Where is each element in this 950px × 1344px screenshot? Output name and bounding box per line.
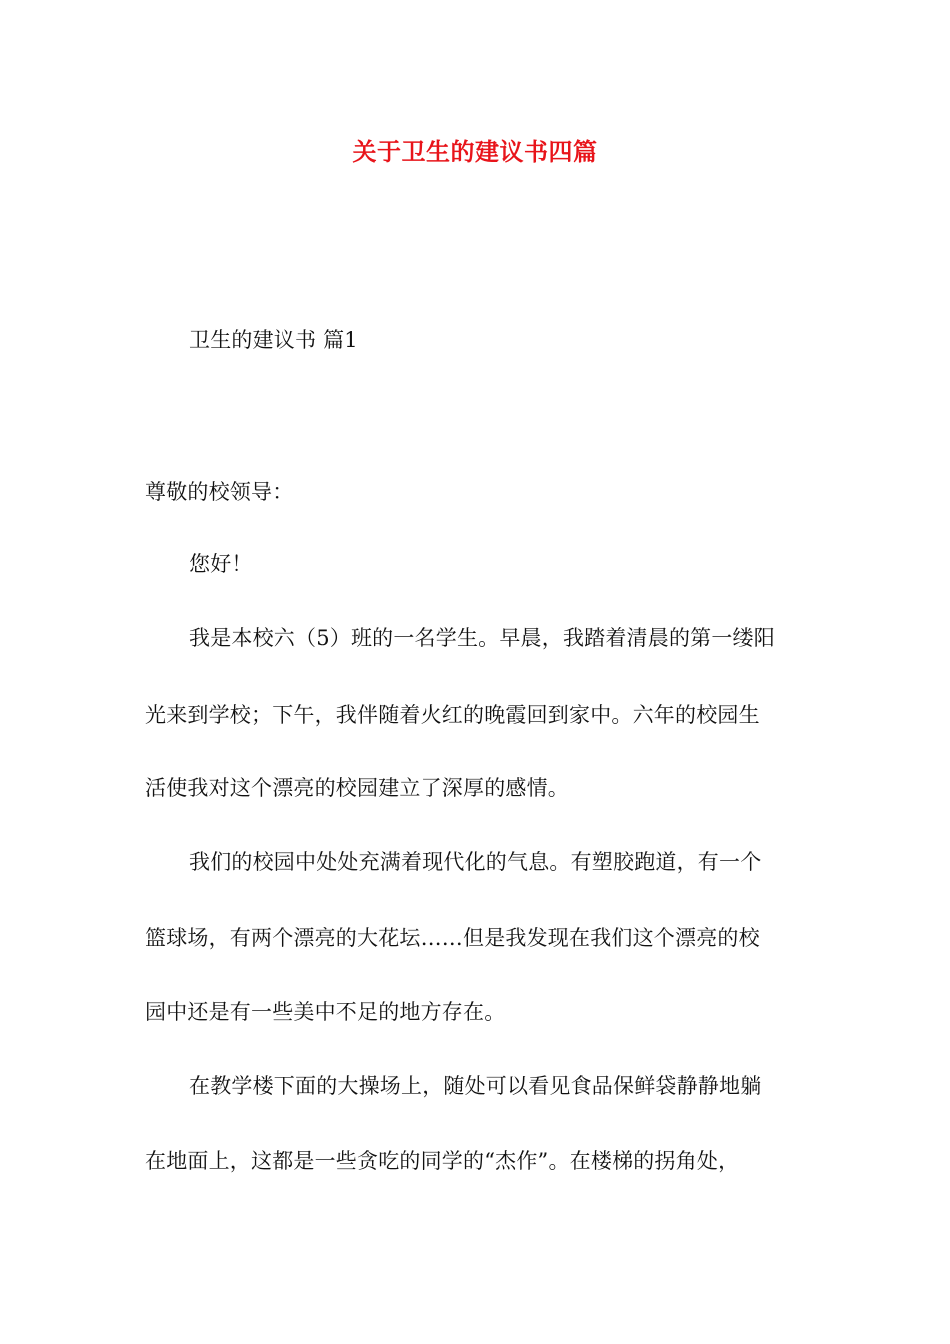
paragraph-line: 园中还是有一些美中不足的地方存在。 xyxy=(145,1000,506,1024)
paragraph-line: 篮球场，有两个漂亮的大花坛……但是我发现在我们这个漂亮的校 xyxy=(145,926,760,950)
paragraph-line: 我是本校六（5）班的一名学生。早晨，我踏着清晨的第一缕阳 xyxy=(189,626,775,650)
salutation: 尊敬的校领导： xyxy=(145,480,294,504)
section-heading: 卫生的建议书 篇1 xyxy=(189,328,358,352)
greeting: 您好！ xyxy=(189,552,253,576)
document-title: 关于卫生的建议书四篇 xyxy=(352,138,598,166)
paragraph-line: 光来到学校；下午，我伴随着火红的晚霞回到家中。六年的校园生 xyxy=(145,703,760,727)
paragraph-line: 我们的校园中处处充满着现代化的气息。有塑胶跑道，有一个 xyxy=(189,850,762,874)
paragraph-line: 在教学楼下面的大操场上，随处可以看见食品保鲜袋静静地躺 xyxy=(189,1074,762,1098)
paragraph-line: 在地面上，这都是一些贪吃的同学的“杰作”。在楼梯的拐角处， xyxy=(145,1149,740,1173)
paragraph-line: 活使我对这个漂亮的校园建立了深厚的感情。 xyxy=(145,776,569,800)
